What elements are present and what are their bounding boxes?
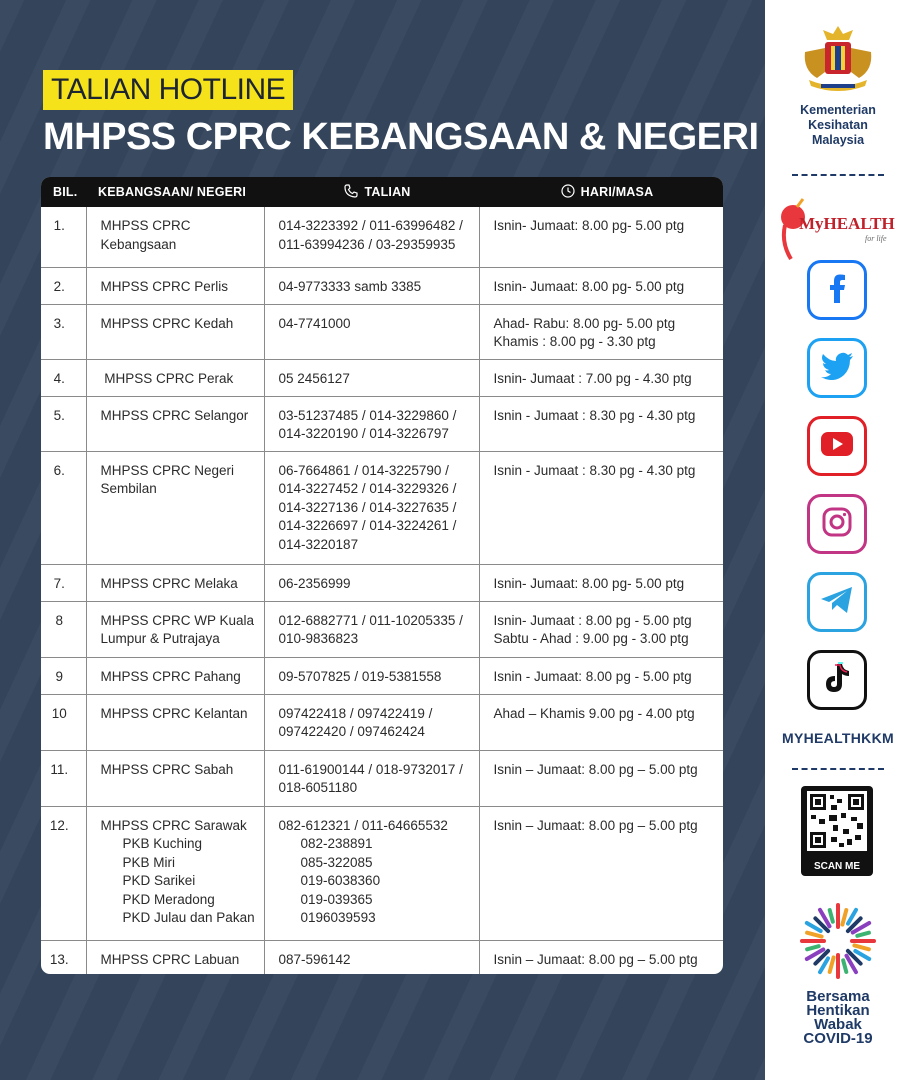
table-row: [41, 267, 723, 304]
qr-code[interactable]: [801, 786, 873, 876]
operating-hours: [479, 564, 723, 601]
table-row: [41, 750, 723, 806]
row-number: 1.: [41, 207, 86, 267]
center-name-line: MHPSS CPRC Kedah: [100, 315, 234, 331]
sub-phone-line[interactable]: 019-039365: [300, 891, 373, 907]
center-name-line: MHPSS CPRC Melaka: [100, 575, 238, 591]
operating-hours: [479, 940, 723, 974]
column-header-talian: [264, 177, 479, 207]
hours-line: Isnin- Jumaat : 7.00 pg - 4.30 ptg: [493, 370, 692, 386]
table-row: [41, 657, 723, 694]
column-header-masa: [479, 177, 723, 207]
center-name: [86, 806, 264, 940]
phone-line[interactable]: 014-3226697 / 014-3224261 /: [278, 518, 457, 533]
hotline-badge: TALIAN HOTLINE: [43, 70, 293, 110]
hours-line: Isnin- Jumaat : 8.00 pg - 5.00 ptg: [493, 612, 692, 628]
center-name: [86, 657, 264, 694]
operating-hours: [479, 359, 723, 396]
sub-center-name: PKB Miri: [122, 854, 176, 870]
row-number: 11.: [41, 750, 86, 806]
table-row: [41, 359, 723, 396]
clock-icon: [561, 184, 575, 201]
center-name-line: MHPSS CPRC WP Kuala: [100, 612, 255, 628]
burst-ray: [854, 945, 868, 949]
ministry-name: [765, 103, 911, 148]
row-number: 3.: [41, 304, 86, 359]
hours-line: Isnin - Jumaat : 8.30 pg - 4.30 ptg: [493, 462, 696, 478]
operating-hours: [479, 657, 723, 694]
table-row: [41, 601, 723, 657]
phone-line[interactable]: 018-6051180: [278, 780, 358, 795]
center-name-line: MHPSS CPRC Selangor: [100, 407, 249, 423]
phone-line[interactable]: 087-596142: [278, 951, 351, 967]
center-name: [86, 750, 264, 806]
instagram-button[interactable]: [807, 494, 867, 554]
center-name: [86, 267, 264, 304]
qr-code-pattern: [807, 791, 867, 856]
center-name-line: MHPSS CPRC Pahang: [100, 668, 241, 684]
operating-hours: [479, 806, 723, 940]
phone-line[interactable]: 011-63994236 / 03-29359935: [278, 236, 456, 252]
telegram-button[interactable]: [807, 572, 867, 632]
sub-phone-line[interactable]: 085-322085: [300, 854, 373, 870]
telegram-icon: [820, 586, 854, 619]
phone-numbers: [264, 657, 479, 694]
sub-phone-line[interactable]: 019-6038360: [300, 873, 381, 888]
phone-line[interactable]: 011-61900144 / 018-9732017 /: [278, 761, 463, 777]
center-name: [86, 601, 264, 657]
phone-numbers: [264, 694, 479, 750]
table-row: [41, 806, 723, 940]
operating-hours: [479, 750, 723, 806]
sub-center-name: PKB Kuching: [122, 836, 203, 851]
phone-line[interactable]: 012-6882771 / 011-10205335 /: [278, 612, 463, 628]
phone-line[interactable]: 014-3220187: [278, 536, 359, 552]
center-name-line: Lumpur & Putrajaya: [100, 631, 220, 646]
ministry-line-2: Kesihatan: [808, 118, 868, 132]
center-name: [86, 694, 264, 750]
burst-ray: [857, 933, 869, 936]
facebook-icon: [824, 273, 850, 308]
qr-label: SCAN ME: [813, 861, 861, 872]
burst-ray: [842, 910, 846, 924]
covid-text-line-1: Bersama: [806, 988, 870, 1005]
hours-line: Isnin - Jumaat: 8.00 pg - 5.00 ptg: [493, 668, 692, 684]
phone-line[interactable]: 06-7664861 / 014-3225790 /: [278, 462, 449, 478]
sub-phone-line[interactable]: 082-238891: [300, 836, 373, 851]
phone-line[interactable]: 010-9836823: [278, 631, 359, 646]
hours-line: Isnin - Jumaat : 8.30 pg - 4.30 ptg: [493, 407, 696, 423]
divider: [792, 768, 884, 770]
table-row: [41, 940, 723, 974]
hotline-table: [41, 177, 723, 974]
hours-line: Isnin- Jumaat: 8.00 pg- 5.00 ptg: [493, 218, 685, 233]
hours-line: Isnin – Jumaat: 8.00 pg – 5.00 ptg: [493, 761, 698, 777]
center-name-line: MHPSS CPRC Sarawak: [100, 817, 247, 833]
ministry-line-1: Kementerian: [800, 103, 876, 117]
phone-numbers: [264, 451, 479, 564]
table-row: [41, 564, 723, 601]
hours-line: Sabtu - Ahad : 9.00 pg - 3.00 ptg: [493, 631, 689, 646]
sub-center-name: PKD Julau dan Pakan: [122, 910, 255, 925]
table-row: [41, 304, 723, 359]
divider: [792, 174, 884, 176]
row-number: 4.: [41, 359, 86, 396]
sidebar: [765, 0, 911, 1080]
column-header-masa-label: HARI/MASA: [580, 184, 654, 199]
column-header-negeri: KEBANGSAAN/ NEGERI: [86, 177, 264, 207]
phone-line[interactable]: 04-7741000: [278, 315, 351, 331]
center-name: [86, 564, 264, 601]
social-handle: MYHEALTHKKM: [782, 730, 894, 746]
burst-ray: [830, 910, 833, 922]
center-name-line: Sembilan: [100, 481, 157, 496]
operating-hours: [479, 304, 723, 359]
phone-line[interactable]: 082-612321 / 011-64665532: [278, 817, 448, 833]
center-name-line: MHPSS CPRC: [100, 218, 191, 233]
phone-line[interactable]: 09-5707825 / 019-5381558: [278, 668, 442, 684]
burst-ray: [807, 933, 821, 937]
center-name-line: MHPSS CPRC Kelantan: [100, 705, 248, 721]
hours-line: Khamis : 8.00 pg - 3.30 ptg: [493, 334, 656, 349]
twitter-icon: [820, 352, 854, 385]
center-name-line: Kebangsaan: [100, 236, 177, 252]
row-number: 8: [41, 601, 86, 657]
instagram-icon: [822, 507, 852, 542]
phone-line[interactable]: 014-3227452 / 014-3229326 /: [278, 481, 457, 496]
phone-line[interactable]: 06-2356999: [278, 575, 351, 591]
covid-campaign-logo: [797, 900, 879, 987]
phone-numbers: [264, 359, 479, 396]
phone-numbers: [264, 396, 479, 451]
sub-center-name: PKD Meradong: [122, 891, 215, 907]
table-header-row: [41, 177, 723, 207]
center-name-line: MHPSS CPRC Perlis: [100, 278, 229, 294]
phone-icon: [344, 184, 358, 201]
hours-line: Isnin- Jumaat: 8.00 pg- 5.00 ptg: [493, 278, 685, 294]
table-body: [41, 207, 723, 974]
operating-hours: [479, 694, 723, 750]
row-number: 2.: [41, 267, 86, 304]
phone-line[interactable]: 014-3227136 / 014-3227635 /: [278, 499, 457, 515]
tiktok-button[interactable]: [807, 650, 867, 710]
phone-numbers: [264, 940, 479, 974]
youtube-button[interactable]: [807, 416, 867, 476]
center-name-line: MHPSS CPRC Negeri: [100, 462, 235, 478]
burst-ray: [830, 957, 834, 971]
row-number: 10: [41, 694, 86, 750]
phone-line[interactable]: 04-9773333 samb 3385: [278, 278, 422, 294]
myhealth-tagline: for life: [865, 234, 887, 243]
phone-line[interactable]: 05 2456127: [278, 370, 350, 386]
operating-hours: [479, 451, 723, 564]
malaysia-crest-logo: [795, 22, 881, 99]
twitter-button[interactable]: [807, 338, 867, 398]
column-header-bil: BIL.: [41, 177, 86, 207]
hours-line: Isnin – Jumaat: 8.00 pg – 5.00 ptg: [493, 817, 698, 833]
row-number: 6.: [41, 451, 86, 564]
hours-line: Isnin- Jumaat: 8.00 pg- 5.00 ptg: [493, 575, 685, 591]
table-row: [41, 451, 723, 564]
row-number: 9: [41, 657, 86, 694]
phone-line[interactable]: 03-51237485 / 014-3229860 /: [278, 407, 457, 423]
phone-line[interactable]: 097422418 / 097422419 /: [278, 705, 433, 721]
row-number: 5.: [41, 396, 86, 451]
center-name: [86, 940, 264, 974]
center-name: [86, 207, 264, 267]
table-row: [41, 396, 723, 451]
page-title: MHPSS CPRC KEBANGSAAN & NEGERI: [43, 116, 759, 158]
center-name-line: MHPSS CPRC Sabah: [100, 761, 234, 777]
center-name-line: MHPSS CPRC Perak: [100, 370, 234, 386]
covid-text-line-3: Wabak: [814, 1016, 862, 1033]
phone-numbers: [264, 304, 479, 359]
phone-numbers: [264, 601, 479, 657]
myhealth-brand-text: MyHEALTH: [799, 214, 895, 233]
phone-line[interactable]: 014-3223392 / 011-63996482 /: [278, 218, 463, 233]
sub-center-name: PKD Sarikei: [122, 873, 196, 888]
covid-campaign-text: [765, 990, 911, 1046]
center-name: [86, 359, 264, 396]
tiktok-icon: [822, 662, 852, 699]
phone-numbers: [264, 806, 479, 940]
center-name: [86, 451, 264, 564]
hours-line: Ahad- Rabu: 8.00 pg- 5.00 ptg: [493, 315, 676, 331]
center-name: [86, 304, 264, 359]
hours-line: Ahad – Khamis 9.00 pg - 4.00 ptg: [493, 705, 695, 721]
covid-text-line-2: Hentikan: [806, 1002, 870, 1019]
hotline-table-container: [41, 177, 723, 974]
hours-line: Isnin – Jumaat: 8.00 pg – 5.00 ptg: [493, 951, 698, 967]
phone-numbers: [264, 564, 479, 601]
phone-numbers: [264, 750, 479, 806]
row-number: 12.: [41, 806, 86, 940]
operating-hours: [479, 396, 723, 451]
sub-phone-line[interactable]: 0196039593: [300, 910, 376, 925]
table-row: [41, 207, 723, 267]
burst-ray: [807, 946, 819, 949]
operating-hours: [479, 267, 723, 304]
center-name-line: MHPSS CPRC Labuan: [100, 951, 240, 967]
phone-numbers: [264, 207, 479, 267]
row-number: 7.: [41, 564, 86, 601]
myhealth-logo: [777, 195, 901, 270]
phone-line[interactable]: 014-3220190 / 014-3226797: [278, 426, 449, 441]
column-header-talian-label: TALIAN: [364, 184, 411, 199]
row-number: 13.: [41, 940, 86, 974]
center-name: [86, 396, 264, 451]
facebook-button[interactable]: [807, 260, 867, 320]
operating-hours: [479, 207, 723, 267]
youtube-icon: [820, 431, 854, 462]
covid-text-line-4: COVID-19: [803, 1030, 873, 1047]
table-row: [41, 694, 723, 750]
phone-line[interactable]: 097422420 / 097462424: [278, 724, 425, 739]
operating-hours: [479, 601, 723, 657]
burst-ray: [843, 960, 846, 972]
phone-numbers: [264, 267, 479, 304]
ministry-line-3: Malaysia: [811, 133, 865, 147]
